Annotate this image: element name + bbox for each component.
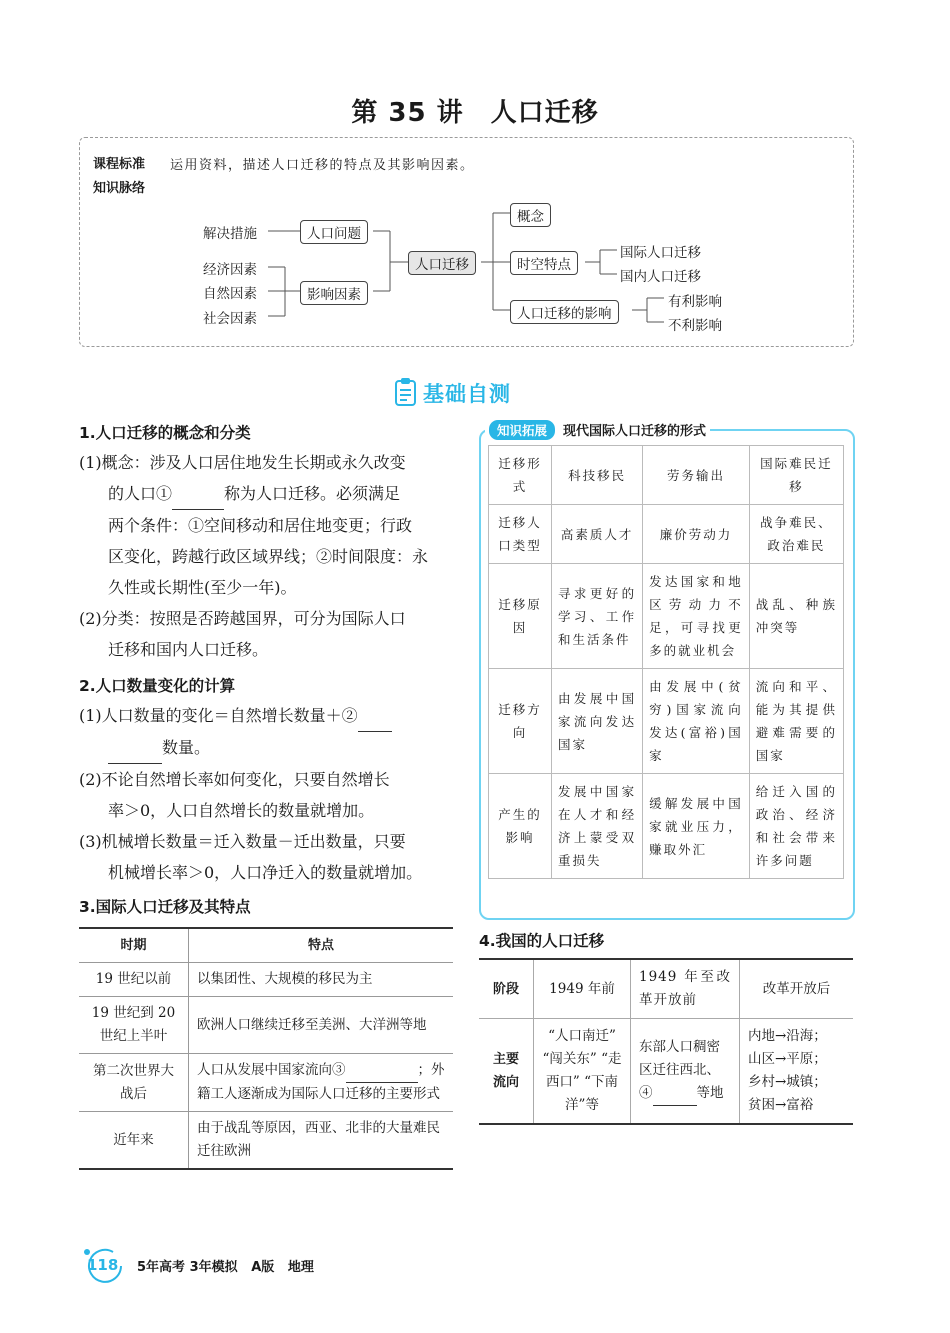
- book-title: 5年高考 3年模拟: [137, 1260, 238, 1275]
- period-cell: 19 世纪以前: [79, 963, 189, 997]
- page-number: 118: [87, 1256, 119, 1274]
- table-row: [489, 774, 844, 879]
- section1-heading: 1.人口迁移的概念和分类: [79, 424, 251, 442]
- mindmap-left-item: 经济因素: [203, 262, 257, 278]
- page-title: 第 35 讲 人口迁移: [351, 98, 599, 128]
- table-row: [489, 669, 844, 774]
- mindmap-connectors: [0, 0, 950, 345]
- section2-body: [79, 700, 457, 888]
- feature-cell: 以集团性、大规模的移民为主: [189, 963, 454, 997]
- para: 数量。: [79, 732, 457, 764]
- page-number-badge: [79, 1248, 125, 1284]
- period-cell: 第二次世界大战后: [79, 1054, 189, 1112]
- table-cell: 给迁入国的政治、经济和社会带来许多问题: [749, 774, 843, 879]
- stage-cell: 改革开放后: [740, 959, 854, 1019]
- answer-blank-3-cont[interactable]: [408, 1059, 418, 1083]
- row-header: 迁移方向: [489, 669, 552, 774]
- table-cell: 发达国家和地区劳动力不足，可寻找更多的就业机会: [643, 564, 750, 669]
- mindmap-left-item: 自然因素: [203, 286, 257, 302]
- para: 率＞0，人口自然增长的数量就增加。: [108, 801, 375, 820]
- feature-cell: 人口从发展中国家流向③ ；外籍工人逐渐成为国际人口迁移的主要形式: [189, 1054, 454, 1112]
- mindmap-leaf: 国际人口迁移: [620, 245, 701, 261]
- table-header-row: [489, 446, 844, 505]
- table-cell: 寻求更好的学习、工作和生活条件: [552, 564, 643, 669]
- stage-cell: 1949 年至改革开放前: [631, 959, 740, 1019]
- section1-body: [79, 447, 455, 665]
- stage-label: 阶段: [479, 959, 534, 1019]
- mindmap-node-influence-factors: 影响因素: [300, 281, 368, 305]
- table-cell: 高素质人才: [552, 505, 643, 564]
- mindmap-leaf: 有利影响: [668, 294, 722, 310]
- stage-cell: 1949 年前: [534, 959, 631, 1019]
- direction-cell: “人口南迁” “闯关东” “走西口” “下南洋”等: [534, 1019, 631, 1125]
- mindmap-center-node: 人口迁移: [408, 251, 476, 275]
- row-header: 迁移形式: [489, 446, 552, 505]
- answer-blank-2-cont[interactable]: [108, 732, 162, 764]
- table-row: [479, 1019, 853, 1125]
- col-feature: 特点: [189, 928, 454, 963]
- col-header: 劳务输出: [643, 446, 750, 505]
- table-cell: 战乱、种族冲突等: [749, 564, 843, 669]
- para: (1)人口数量的变化＝自然增长数量＋②: [79, 700, 457, 732]
- para: (3)机械增长数量＝迁入数量－迁出数量，只要: [79, 832, 406, 851]
- para: 两个条件：①空间移动和居住地变更；行政: [108, 516, 413, 535]
- mindmap-left-item: 解决措施: [203, 226, 257, 242]
- section4-heading: 4.我国的人口迁移: [479, 932, 605, 950]
- mindmap-leaf: 国内人口迁移: [620, 269, 701, 285]
- col-header: 国际难民迁移: [749, 446, 843, 505]
- para: 机械增长率＞0，人口净迁入的数量就增加。: [108, 863, 423, 882]
- migration-forms-table: [488, 445, 844, 879]
- para: 区变化，跨越行政区域界线；②时间限度：永: [108, 547, 429, 566]
- feature-cell: 由于战乱等原因，西亚、北非的大量难民迁往欧洲: [189, 1112, 454, 1170]
- table-header-row: [79, 928, 453, 963]
- flow-item: 贫困→富裕: [748, 1097, 814, 1113]
- intl-migration-table: [79, 927, 453, 1170]
- flow-item: 乡村→城镇；: [748, 1074, 827, 1090]
- para: (1)概念：涉及人口居住地发生长期或永久改变: [79, 453, 406, 472]
- knowledge-map-label: 知识脉络: [93, 181, 146, 196]
- knowledge-extension-tag: 知识拓展: [489, 420, 555, 440]
- mindmap-node-population-problem: 人口问题: [300, 220, 368, 244]
- section-banner: [393, 376, 539, 408]
- table-row: [79, 997, 453, 1054]
- row-header: 迁移原因: [489, 564, 552, 669]
- col-period: 时期: [79, 928, 189, 963]
- section-banner-title: 基础自测: [423, 382, 511, 406]
- subject: 地理: [287, 1260, 314, 1275]
- para: 迁移和国内人口迁移。: [108, 640, 269, 659]
- table-row: [489, 564, 844, 669]
- china-migration-table: [479, 958, 853, 1125]
- mindmap-node-impact: 人口迁移的影响: [510, 300, 619, 324]
- flow-item: 内地→沿海；: [748, 1028, 827, 1044]
- direction-cell: 东部人口稠密区迁往西北、④ 等地: [631, 1019, 740, 1125]
- table-row: [489, 505, 844, 564]
- footer-text: [137, 1256, 314, 1275]
- section3-heading: 3.国际人口迁移及其特点: [79, 898, 251, 916]
- table-cell: 缓解发展中国家就业压力，赚取外汇: [643, 774, 750, 879]
- mindmap-leaf: 不利影响: [668, 318, 722, 334]
- para: 久性或长期性(至少一年)。: [108, 578, 297, 597]
- knowledge-extension-header: [485, 420, 710, 440]
- table-cell: 发展中国家在人才和经济上蒙受双重损失: [552, 774, 643, 879]
- para: (2)不论自然增长率如何变化，只要自然增长: [79, 770, 390, 789]
- table-cell: 廉价劳动力: [643, 505, 750, 564]
- table-row: [79, 1112, 453, 1170]
- row-header: 迁移人口类型: [489, 505, 552, 564]
- period-cell: 近年来: [79, 1112, 189, 1170]
- edition: A版: [251, 1260, 275, 1275]
- table-cell: 流向和平、能为其提供避难需要的国家: [749, 669, 843, 774]
- section2-heading: 2.人口数量变化的计算: [79, 677, 236, 695]
- table-row: [79, 1054, 453, 1112]
- para: 的人口① 称为人口迁移。必须满足: [79, 478, 455, 510]
- direction-label: 主要流向: [479, 1019, 534, 1125]
- answer-blank-4[interactable]: [653, 1082, 697, 1106]
- knowledge-extension-title: 现代国际人口迁移的形式: [563, 424, 707, 439]
- period-cell: 19 世纪到 20 世纪上半叶: [79, 997, 189, 1054]
- mindmap-left-item: 社会因素: [203, 311, 257, 327]
- answer-blank-2[interactable]: [358, 700, 392, 732]
- table-row: [479, 959, 853, 1019]
- flow-item: 山区→平原；: [748, 1051, 827, 1067]
- table-row: [79, 963, 453, 997]
- col-header: 科技移民: [552, 446, 643, 505]
- para: (2)分类：按照是否跨越国界，可分为国际人口: [79, 609, 406, 628]
- table-cell: 由发展中国家流向发达国家: [552, 669, 643, 774]
- course-standard-text: 运用资料，描述人口迁移的特点及其影响因素。: [170, 158, 475, 173]
- mindmap-node-concept: 概念: [510, 203, 551, 227]
- answer-blank-3[interactable]: [346, 1059, 408, 1083]
- feature-cell: 欧洲人口继续迁移至美洲、大洋洲等地: [189, 997, 454, 1054]
- clipboard-icon: [393, 376, 421, 408]
- table-cell: 战争难民、政治难民: [749, 505, 843, 564]
- table-cell: 由发展中(贫穷)国家流向发达(富裕)国家: [643, 669, 750, 774]
- mindmap-node-spatiotemporal: 时空特点: [510, 251, 578, 275]
- row-header: 产生的影响: [489, 774, 552, 879]
- direction-cell: [740, 1019, 854, 1125]
- course-standard-label: 课程标准: [93, 157, 146, 172]
- answer-blank-1[interactable]: [172, 478, 224, 510]
